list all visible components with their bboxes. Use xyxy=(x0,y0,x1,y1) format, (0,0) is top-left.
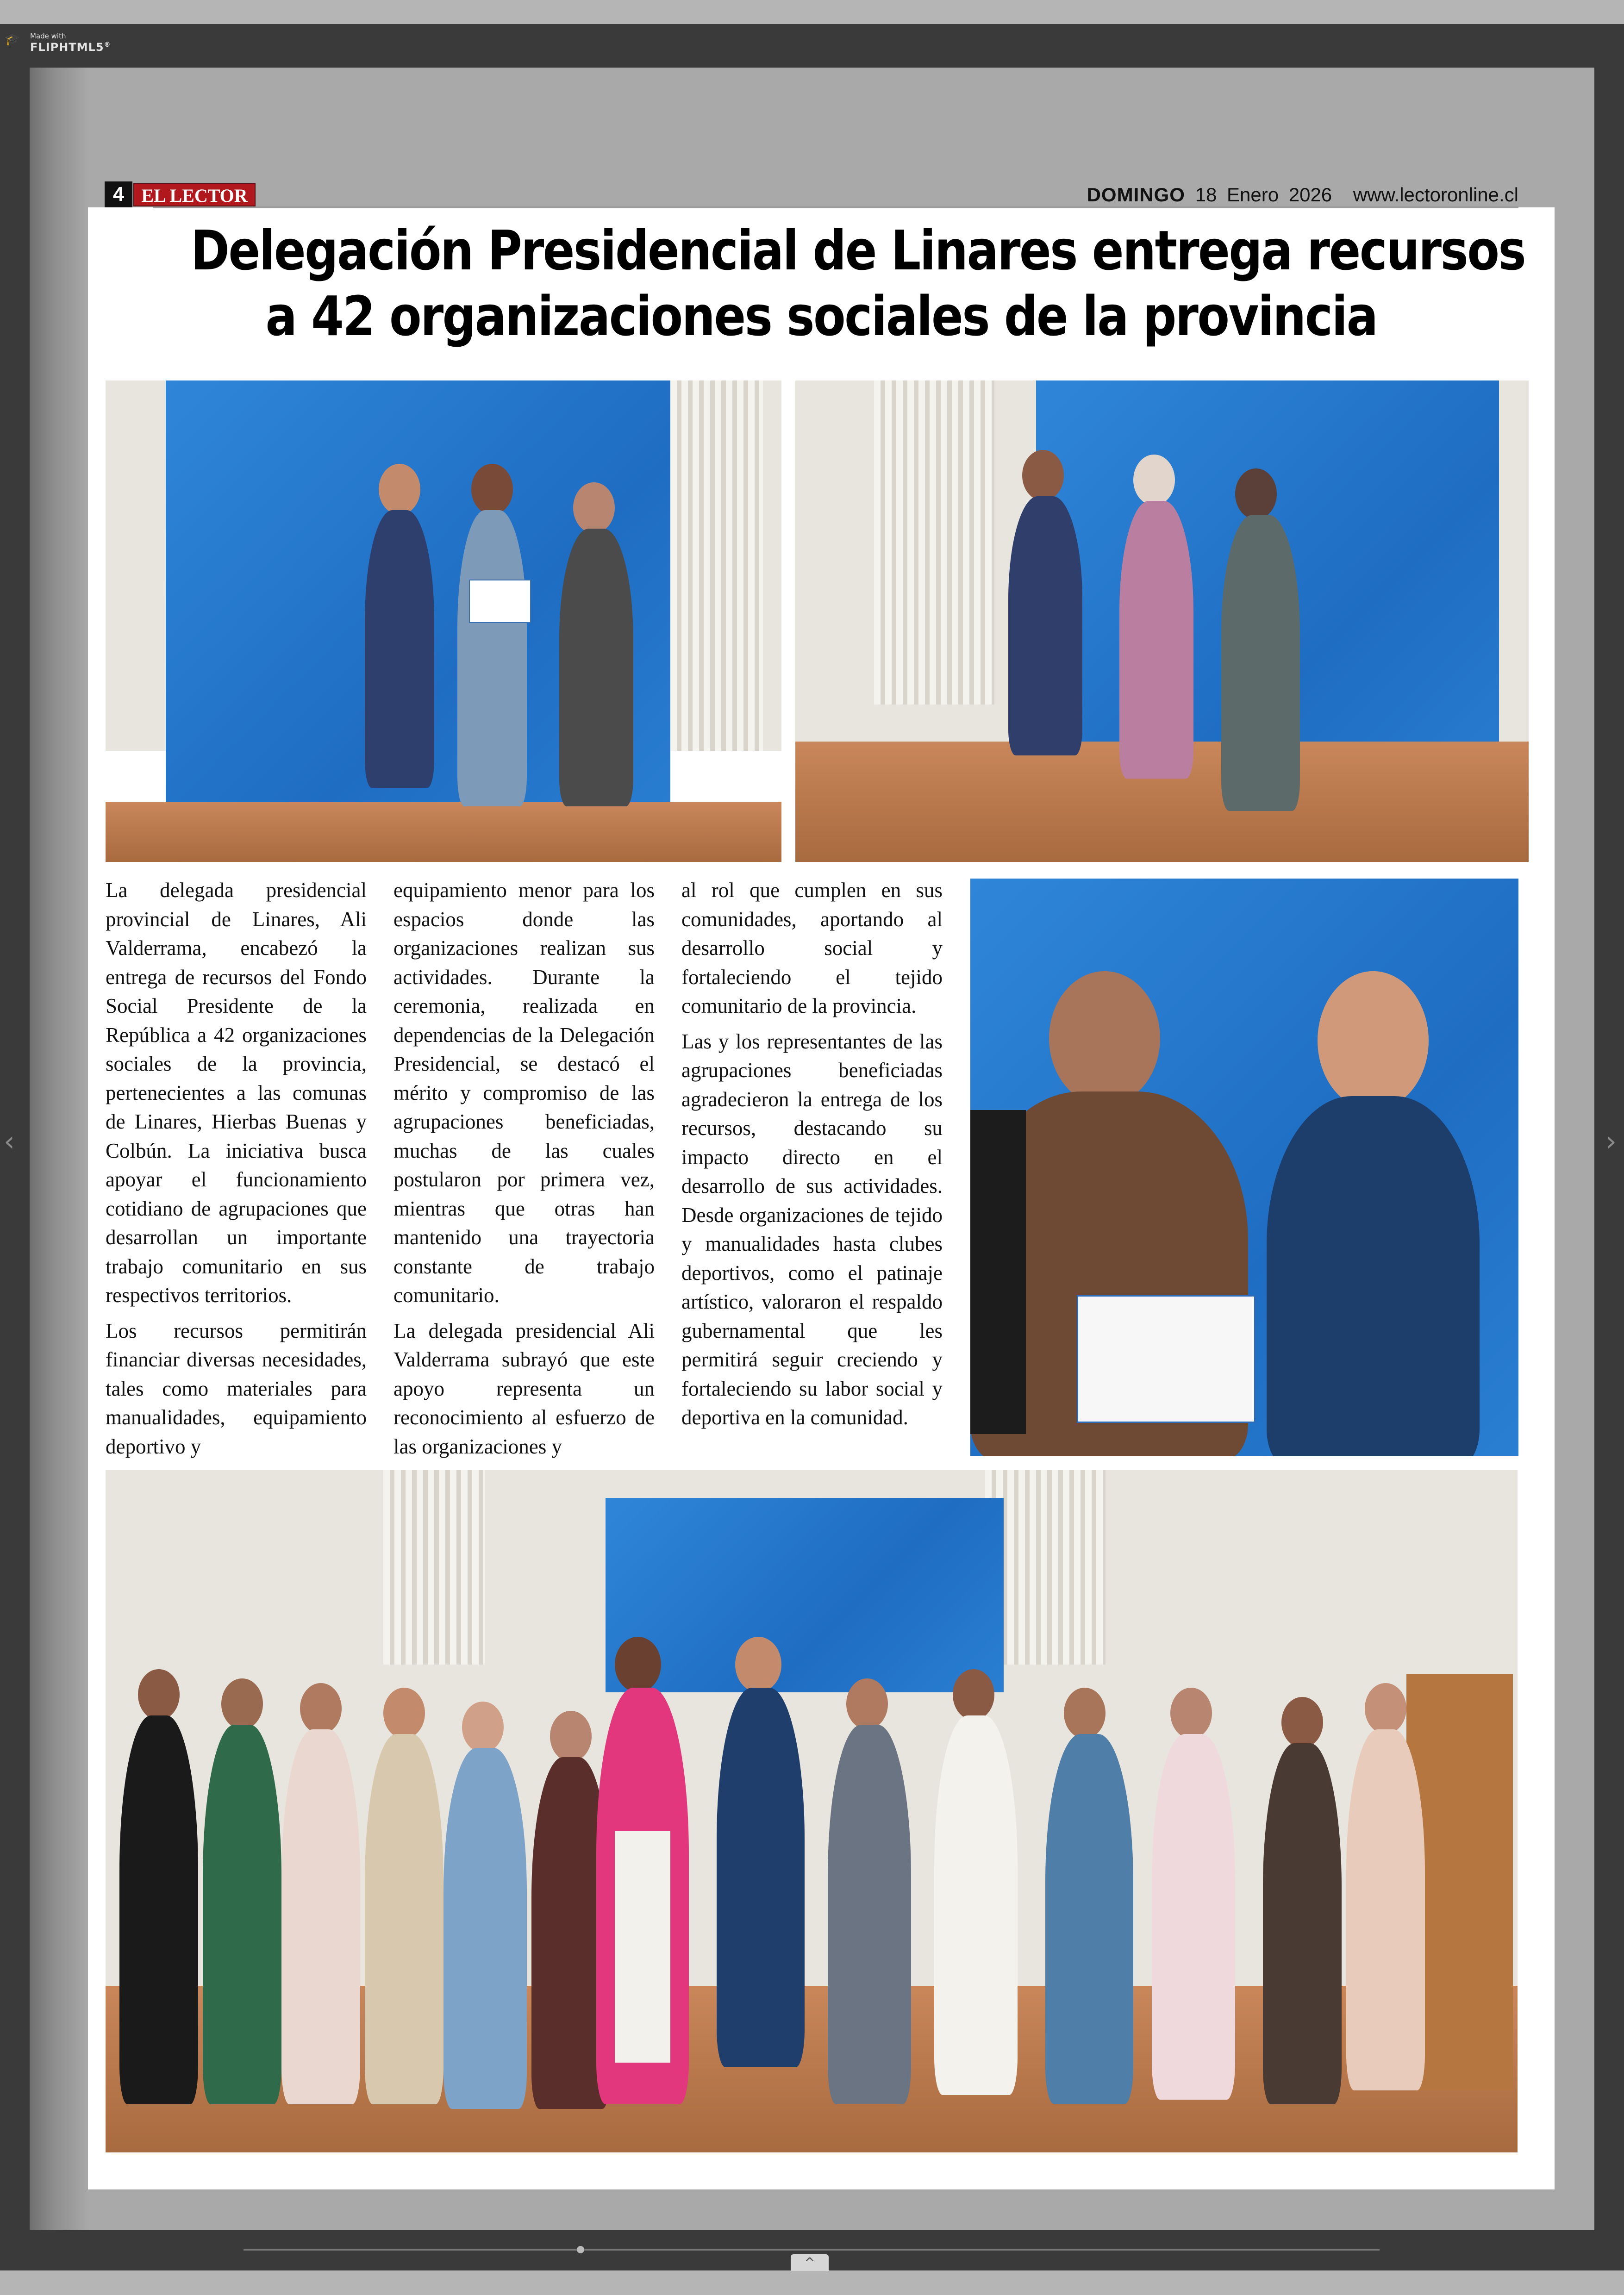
column-1-paragraph-1: La delegada presidencial provincial de Linares, Ali Valderrama, encabezó la entrega de recursos del Fondo Social Presidente de la República a 42 organizaciones sociales de la provincia, pertenecientes a las comunas de Linares, Hierbas Buenas y Colbún. La iniciativa busca apoyar el funcionamiento cotidiano de agrupaciones que desarrollan un importante trabajo comunitario en sus respectivos territorios. xyxy=(106,879,367,1307)
page-number: 4 xyxy=(105,181,132,207)
dateline-year: 2026 xyxy=(1288,184,1332,206)
page-scrubber-handle[interactable] xyxy=(577,2246,584,2253)
brand-registered-mark: ® xyxy=(104,41,111,49)
dateline-day: DOMINGO xyxy=(1087,184,1185,206)
viewer-bottom-bar xyxy=(0,2270,1624,2295)
column-3-paragraph-2: Las y los representantes de las agrupaciones beneficiadas agradecieron la entrega de los recursos, destacando su impacto directo en el desarrollo de sus actividades. Desde organizaciones de tejido y manualidades hasta clubes deportivos, como el patinaje artístico, valoraron el respaldo gubernamental que les permitirá seguir creciendo y fortaleciendo su labor social y deportiva en la comunidad. xyxy=(681,1029,943,1429)
dateline-date-number: 18 xyxy=(1195,184,1217,206)
page-scrubber-track[interactable] xyxy=(244,2249,1380,2251)
graduation-cap-icon: 🎓 xyxy=(5,32,20,46)
article-body xyxy=(106,876,942,1457)
dateline-website: www.lectoronline.cl xyxy=(1353,184,1518,206)
photo-two-women-certificate xyxy=(970,879,1518,1456)
article-column-2 xyxy=(394,876,655,1467)
brand-made-with: Made with xyxy=(30,32,66,40)
fliphtml5-brand[interactable] xyxy=(5,31,111,58)
viewer-top-bar xyxy=(0,0,1624,24)
masthead-rule xyxy=(153,206,1518,208)
dateline xyxy=(1082,183,1518,206)
headline-line-2: a 42 organizaciones sociales de la provincia xyxy=(265,284,1377,348)
photo-certificate-ceremony-2 xyxy=(795,380,1529,862)
column-2-paragraph-1: equipamiento menor para los espacios donde las organizaciones realizan sus actividades. Durante la ceremonia, realizada en dependencias de la Delegación Presidencial, se destacó el mérito y compromiso de las agrupaciones beneficiadas, muchas de las cuales postularon por primera vez, mientras que otras han mantenido una trayectoria constante de trabajo comunitario. xyxy=(394,879,655,1307)
el-lector-logo: EL LECTOR xyxy=(133,183,256,206)
next-page-arrow-icon[interactable]: › xyxy=(1605,1125,1617,1158)
brand-name-text: FLIPHTML5 xyxy=(30,41,104,54)
dateline-month: Enero xyxy=(1226,184,1279,206)
photo-group-organizations xyxy=(106,1470,1518,2152)
column-1-paragraph-2: Los recursos permitirán financiar diversas necesidades, tales como materiales para manualidades, equipamiento deportivo y xyxy=(106,1319,367,1458)
article-column-1 xyxy=(106,876,367,1467)
toolbar-toggle-chevron-up-icon[interactable]: ^ xyxy=(791,2254,829,2271)
article-headline xyxy=(190,218,1525,349)
photo-certificate-ceremony-1 xyxy=(106,380,781,862)
article-column-3 xyxy=(681,876,943,1439)
page-spine-shadow xyxy=(30,68,90,2230)
column-3-paragraph-1: al rol que cumplen en sus comunidades, aportando al desarrollo social y fortaleciendo el tejido comunitario de la provincia. xyxy=(681,879,943,1017)
page-masthead xyxy=(105,181,1518,207)
previous-page-arrow-icon[interactable]: ‹ xyxy=(4,1125,15,1158)
brand-name xyxy=(30,41,111,54)
headline-line-1: Delegación Presidencial de Linares entrega recursos xyxy=(190,218,1525,282)
column-2-paragraph-2: La delegada presidencial Ali Valderrama subrayó que este apoyo representa un reconocimiento al esfuerzo de las organizaciones y xyxy=(394,1319,655,1458)
